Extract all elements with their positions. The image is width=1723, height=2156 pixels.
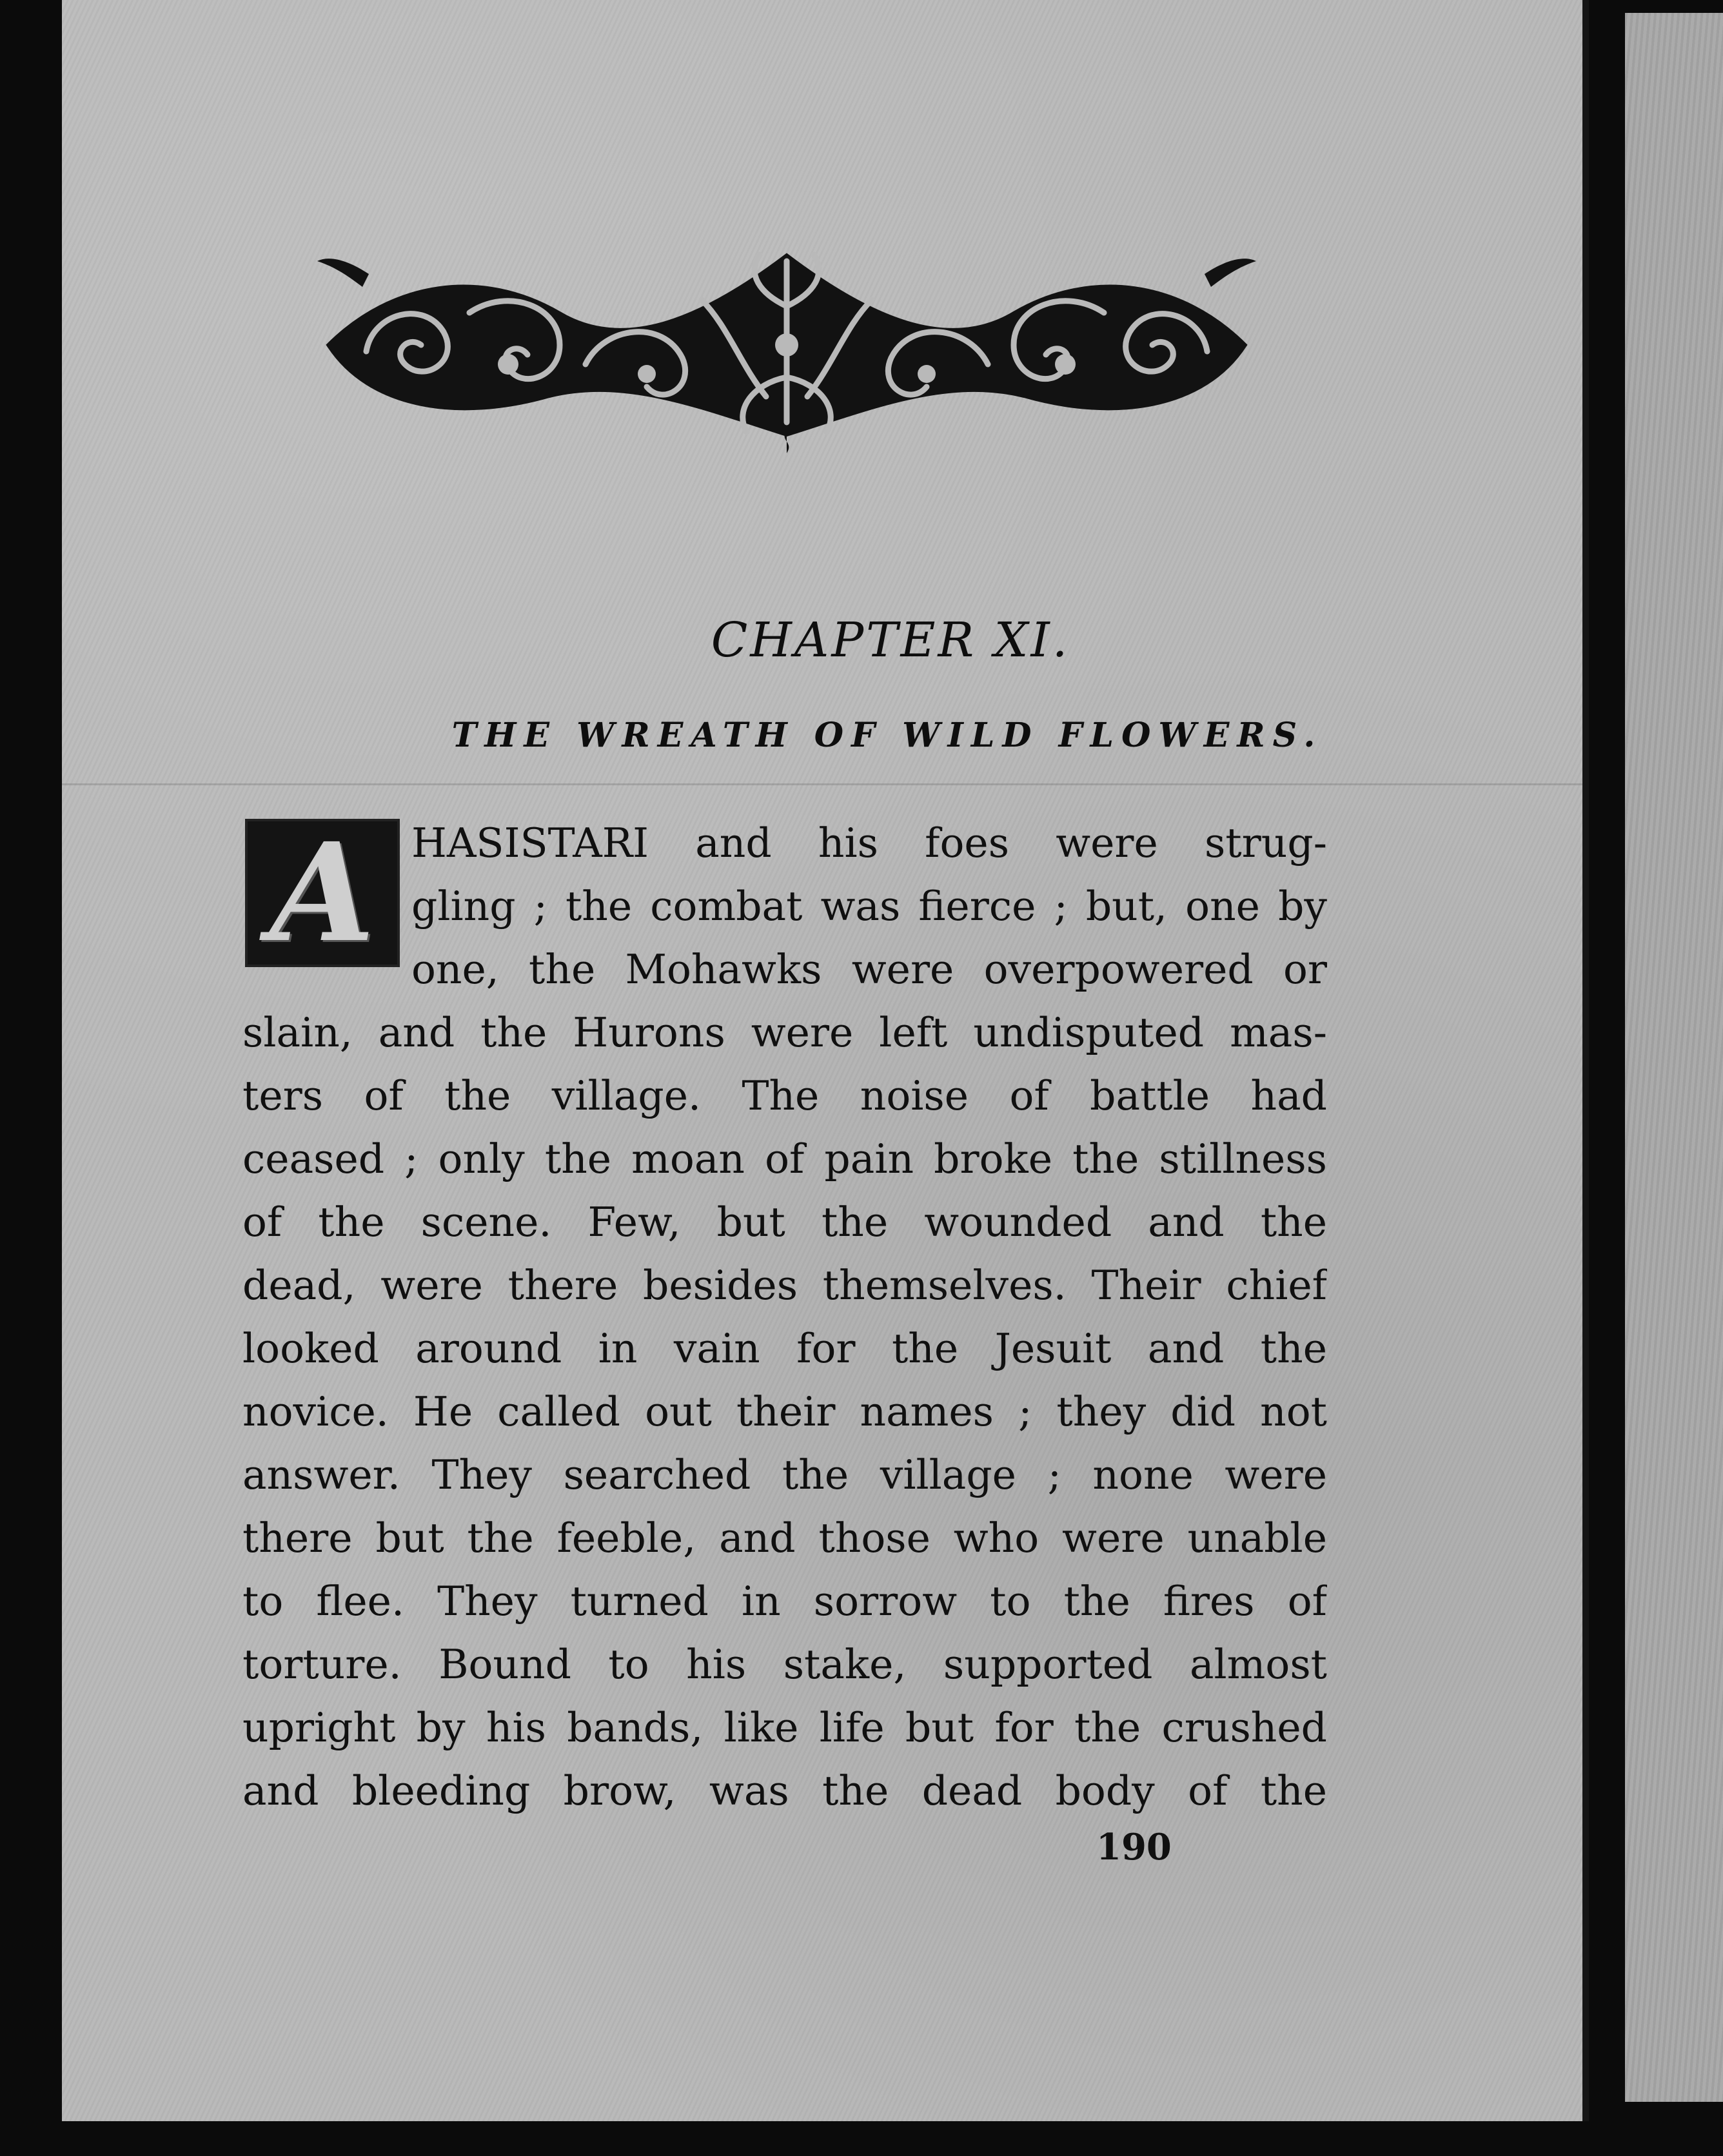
text-line: and bleeding brow, was the dead body of the	[242, 1767, 1327, 1814]
chapter-heading: CHAPTER XI.	[711, 612, 1070, 668]
floral-headpiece-ornament	[315, 216, 1259, 455]
adjacent-page-edge	[1625, 13, 1723, 2102]
text-line: there but the feeble, and those who were unable	[242, 1514, 1327, 1562]
chapter-subtitle: THE WREATH OF WILD FLOWERS.	[451, 716, 1323, 755]
drop-cap-initial: A	[245, 819, 400, 967]
text-line: gling ; the combat was fierce ; but, one by	[411, 883, 1327, 930]
text-line: answer. They searched the village ; none were	[242, 1451, 1327, 1498]
fold-line	[62, 783, 1582, 785]
text-line: one, the Mohawks were overpowered or	[411, 946, 1327, 993]
text-line: slain, and the Hurons were left undisputed mas-	[242, 1009, 1327, 1056]
text-line: ters of the village. The noise of battle had	[242, 1072, 1327, 1119]
text-line: HASISTARI and his foes were strug-	[411, 819, 1327, 867]
text-line: torture. Bound to his stake, supported almost	[242, 1641, 1327, 1688]
text-line: of the scene. Few, but the wounded and the	[242, 1199, 1327, 1246]
scan-bottom-edge	[0, 2121, 1723, 2156]
text-line: novice. He called out their names ; they did not	[242, 1388, 1327, 1435]
binding-gap	[1589, 0, 1625, 2156]
text-line: dead, were there besides themselves. Their chief	[242, 1262, 1327, 1309]
text-line: to flee. They turned in sorrow to the fires of	[242, 1578, 1327, 1625]
text-line: upright by his bands, like life but for the crushed	[242, 1704, 1327, 1751]
text-line: ceased ; only the moan of pain broke the stillness	[242, 1135, 1327, 1182]
text-line: looked around in vain for the Jesuit and the	[242, 1325, 1327, 1372]
page-number: 190	[1096, 1826, 1172, 1868]
